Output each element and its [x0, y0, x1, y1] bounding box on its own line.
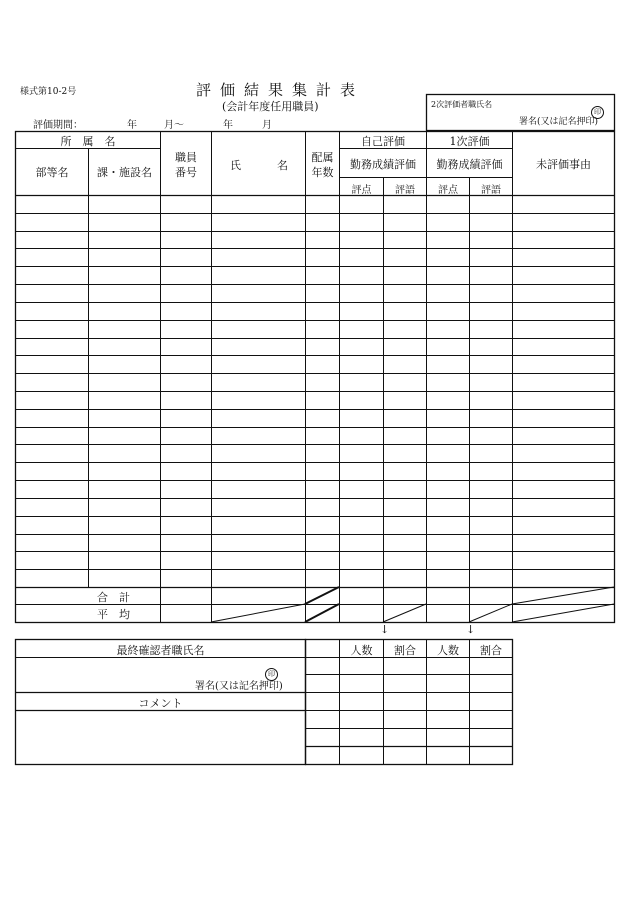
header-first-word: 評語: [481, 185, 501, 196]
second-evaluator-label: 2次評価者職氏名: [431, 100, 493, 109]
period-year-1: 年: [127, 120, 137, 131]
period-month-1: 月〜: [164, 120, 184, 131]
header-staff-no-1: 職員: [175, 151, 197, 164]
average-label: 平 均: [97, 608, 130, 621]
final-confirmer-label: 最終確認者職氏名: [116, 644, 205, 657]
empty-row-lines: [15, 214, 614, 570]
second-evaluator-seal: 印: [591, 99, 604, 119]
page-title: 評価結果集計表: [196, 81, 365, 99]
header-section: 課・施設名: [97, 166, 152, 179]
page-subtitle: (会計年度任用職員): [222, 100, 319, 113]
header-years-1: 配属: [311, 151, 334, 164]
header-name-2: 名: [277, 159, 288, 172]
header-staff-no-2: 番号: [175, 166, 197, 179]
comment-label: コメント: [138, 697, 183, 710]
dist-header-ratio-2: 割合: [480, 644, 502, 657]
arrow-down-icon: ↓: [380, 623, 390, 636]
header-self-eval: 自己評価: [361, 135, 405, 148]
form-number: 様式第10-2号: [20, 87, 77, 97]
period-label: 評価期間：: [33, 120, 83, 131]
dist-header-ratio-1: 割合: [394, 644, 416, 657]
header-department: 部等名: [35, 166, 69, 179]
arrow-down-icon: ↓: [466, 623, 476, 636]
header-self-perf: 勤務成績評価: [350, 158, 416, 171]
header-affiliation: 所 属 名: [60, 135, 116, 148]
header-unevaluated-reason: 未評価事由: [536, 158, 591, 171]
header-self-word: 評語: [395, 185, 415, 196]
final-confirmer-seal: 印: [265, 661, 278, 681]
header-years-2: 年数: [311, 166, 334, 179]
total-label: 合 計: [97, 591, 130, 604]
header-first-eval: 1次評価: [449, 135, 490, 148]
header-name-1: 氏: [230, 159, 241, 172]
header-first-score: 評点: [438, 185, 458, 196]
dist-header-count-1: 人数: [350, 644, 373, 657]
header-self-score: 評点: [351, 185, 372, 196]
dist-header-count-2: 人数: [437, 644, 459, 657]
period-month-2: 月: [262, 120, 272, 131]
second-evaluator-sign-note: 署名(又は記名押印): [519, 117, 599, 127]
final-confirmer-sign-note: 署名(又は記名押印): [195, 681, 283, 692]
header-first-perf: 勤務成績評価: [436, 158, 503, 171]
period-year-2: 年: [223, 120, 233, 131]
